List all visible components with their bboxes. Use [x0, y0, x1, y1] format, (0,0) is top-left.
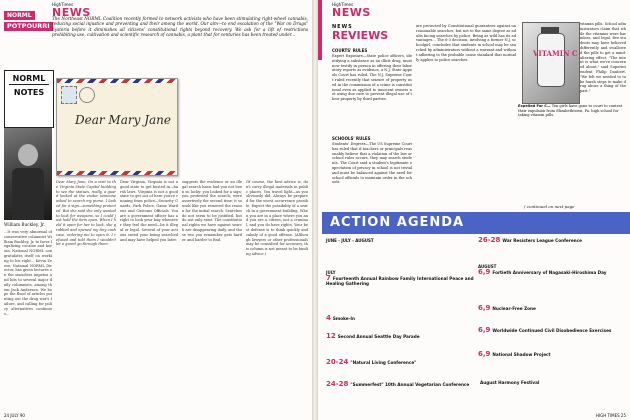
event-date: 4 [326, 314, 331, 322]
event-date: 26-28 [478, 236, 501, 244]
event-date: 6,9 [478, 350, 491, 358]
courts-rules-heading: COURTS' RULES [332, 48, 368, 53]
norml-notes-box [4, 70, 54, 128]
news-logo-small: HighTimes [52, 2, 74, 7]
month-july: JULY [326, 270, 336, 275]
notes-title-norml: NORML [12, 74, 46, 83]
month-june-july-august: JUNE - JULY - AUGUST [326, 238, 374, 243]
airmail-border-top [57, 79, 177, 83]
event-title: "Natural Living Conference" [350, 360, 417, 365]
accent-bar [318, 0, 322, 60]
event-date: 6,9 [478, 326, 491, 334]
event-item [326, 382, 476, 388]
event-title: Worldwide Continued Civil Disobedience Exercises [492, 328, 612, 333]
event-title: Fourteenth Annual Rainbow Family International Peace and Healing Gathering [326, 276, 474, 286]
schools-rules-heading: SCHOOLS' RULES [332, 136, 371, 141]
right-column-text: vitamin pills. School administrators claim that while the vitamins were harmless, and legal, five students may have believed differently and swallowed the pills to get a mind-altering effect. "The intent is what we're concerned about," said Superintendent Philip Daubert. "We felt we needed to take harsh steps to make drug abuse a thing of the past." [580, 22, 626, 94]
courts-text: Expert Exposure—State police officers, identifying a substance as an illicit drug, must now testify in person in offering their laboratory reports as evidence, a N.J. State Appeals Court has ruled. The N.J. Supreme Court ruled recently that seizure of property used in the commission of a crime is constitutional even as applied to innocent owners not using due care to prevent illegal use of their property by third parties. [332, 54, 412, 102]
news-word: NEWS [332, 24, 353, 30]
event-item [326, 276, 476, 286]
event-item [326, 360, 476, 366]
photo-body [12, 168, 44, 220]
event-item [478, 306, 628, 312]
vitamin-caption-bold: Expelled For C— [518, 104, 551, 108]
page-number-left: 24 JULY 90 [4, 413, 25, 418]
event-date: 6,9 [478, 268, 491, 276]
photo-caption: William Buckley, Jr. [4, 222, 45, 227]
letter-illustration [56, 78, 178, 176]
event-item [478, 328, 628, 334]
stamp-icon [61, 86, 77, 104]
action-agenda-banner: ACTION AGENDA [322, 212, 630, 234]
event-title: August Harmony Festival [480, 380, 540, 385]
schools-text: Students' Degrees—The US Supreme Court has ruled that if teachers or principals reasonably believe that a violation of the law or school rules occurs, they may search students. The Court said a student's legitimate expectation of privacy in school is not trivial and must be balanced against the need for school officials to maintain order in the schools. [332, 142, 412, 185]
vitamin-caption-text: Ten girls have gone to court to contest their expulsion from Elizabethtown, Pa. high school for taking vitamin pills. [518, 104, 623, 118]
event-title: Second Annual Seattle Day Parade [337, 334, 420, 339]
event-title: War Resisters League Conference [502, 238, 582, 243]
letter-column-4: Of course, the best advice is, don't carry illegal materials in public places. You travel light—as you obviously did. Always be prepared for the worst occurrence possible. Expect the possibility of a search in a government building. When you are in a place where you and you are a citizen, not a criminal, and you do have rights. Your best defense is to think quickly and calmly of a good offense. (Although lawyers or other professionals may be consulted for accuracy, this column is not meant to be binding advice.) [246, 180, 308, 256]
letter-column-2: Dear Virginia, Virginia is not a good state to get busted in—harsh laws. Virginia is not a good state to get out of here you're running from police—Security Guards, Park Police, Game Wardens and Customs Officials. You are a government officer has a right to look your bag whenever they feel the need—be it illegal or legal. Several of your actions saved your being searched and may have helped you later. [120, 180, 178, 242]
left-page [0, 0, 312, 420]
news-logo-right-small: HighTimes [332, 2, 354, 7]
letter-heading: Dear Mary Jane [75, 113, 171, 127]
airmail-border-bottom [57, 171, 177, 175]
letter-column-3: suggests the evidence or an illegal search basis had you not been so lucky: you looked for a sign; you protested the search; were assertively the second time; it sounds like you removed the reason for the initial search. Searches do not seem to be justified, but do not only exist. The constitutional rights we have against search are disappearing daily, and those two you remember gets harder and harder to find. [182, 180, 242, 242]
notes-rule [9, 84, 49, 85]
event-date: 20-24 [326, 358, 349, 366]
postmark-icon [79, 87, 95, 103]
news-logo-big: NEWS [52, 6, 91, 19]
event-title: Nuclear-Free Zone [492, 306, 536, 311]
news-reviews-heading [332, 24, 388, 41]
event-item [478, 380, 628, 386]
letter-column-1: Dear Mary Jane, On a visit to the Virginia State Capitol building to see the statues, really, a guard looked at the visitor someone asked to search my purse. I looked for a sign—something protected. But she said she only wanted to look for weapons, so I could just hold the item open. When I held it open for her to look, she grabbed and opened my tiny cash case, ordering me to open it. I refused and told them I wouldn't let a guard go through them. [56, 180, 116, 247]
banner-norml: NORML [4, 11, 35, 20]
reviews-word: REVIEWS [332, 29, 389, 42]
event-date: 7 [326, 274, 331, 282]
body-column-1: ...It was very abnormal of conservative columnist William Buckley, Jr. to favor legalizing cocaine and heroin. National NORML congratulates itself on working to his right... Kevin Zeese, National NORML Director, has given lectures on the senseless impetus and hits to several major daily columnists, among them Jack Anderson. We hope the flood of articles pointing out the drug war's failure, and calling for policy alternatives continues... [4, 230, 52, 316]
event-title: National Shadow Project [492, 352, 551, 357]
banner-potpourri: POTPOURRI [4, 22, 53, 31]
vitamin-label: VITAMIN C [533, 49, 578, 58]
right-page [318, 0, 630, 420]
event-item [478, 270, 628, 276]
page-number-right: HIGH TIMES 25 [595, 413, 626, 418]
intro-paragraph: The Northeast NORML Coalition recently formed to network activists who have been stimulating right-wheel cannabis, reducing social injustice and preventing and their among the world. Our aim—to end escalation of the "War on Drugs" hysteria before it diminishes all citizens' constitutional rights beyond recovery. We ask for a lift of restrictions prohibiting use, cultivation and scientific research of cannabis, a plant that for centuries has been treated under... [52, 16, 308, 38]
event-title: Fortieth Anniversary of Nagasaki-Hiroshima Day [492, 270, 607, 275]
continued-note: ( continued on next page [524, 204, 575, 209]
event-item [326, 334, 476, 340]
middle-column-text: are protected by Constitutional guarantees against unreasonable searches, but not to the same degree as adults facing searches by police. Being as wild has its advantages... The 6-3 decision, involving a former N.J. schoolgirl, concludes that students in school may be searched by administrators without a warrant and without adhering to the probable cause standard that normally applies to police searches. [416, 24, 516, 62]
event-date: 24-28 [326, 380, 349, 388]
month-august: AUGUST [478, 264, 497, 269]
event-title: Smoke-In [332, 316, 355, 321]
event-item [478, 352, 628, 358]
event-item [478, 238, 628, 244]
event-item [326, 316, 476, 322]
buckley-photo [4, 128, 52, 220]
bottle [537, 33, 565, 87]
event-date: 12 [326, 332, 336, 340]
event-date: 6,9 [478, 304, 491, 312]
news-logo-right-big: NEWS [332, 6, 371, 19]
photo-face [18, 144, 38, 166]
event-title: "Summerfest" 10th Annual Vegetarian Conference [350, 382, 470, 387]
news-logo-right [332, 2, 371, 18]
vitamin-photo [522, 22, 580, 104]
notes-title-notes: NOTES [13, 88, 45, 97]
section-banner [4, 2, 53, 31]
